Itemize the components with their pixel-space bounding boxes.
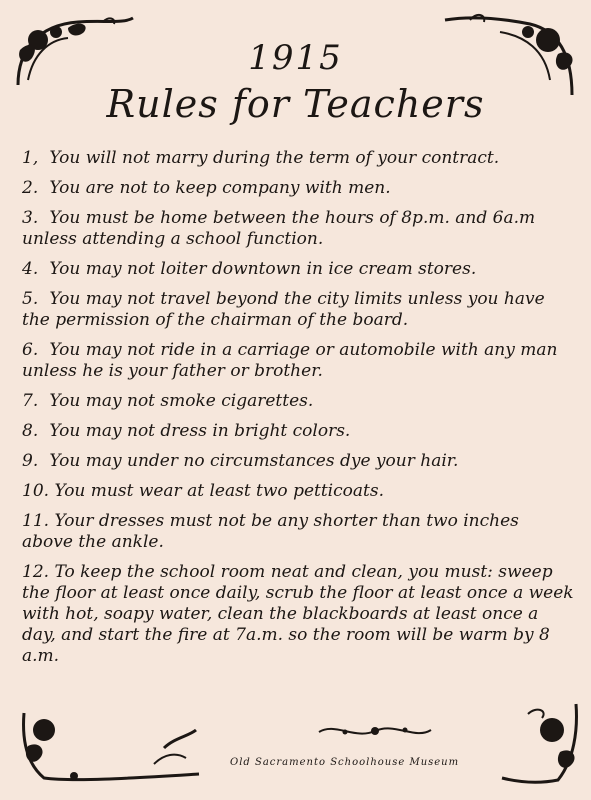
rule-text: You are not to keep company with men. [49, 178, 391, 198]
rule-number: 5. [22, 289, 39, 309]
rule-text: You may not ride in a carriage or automobile with any man unless he is your father or brother. [22, 340, 558, 381]
rule-item [22, 451, 574, 472]
rule-number: 4. [22, 259, 39, 279]
rule-item [22, 208, 574, 250]
rule-item [22, 481, 574, 502]
rule-number: 9. [22, 451, 39, 471]
rule-item [22, 340, 574, 382]
rule-text: To keep the school room neat and clean, you must: sweep the floor at least once daily, scrub the floor at least once a week with hot, soapy water, clean the blackboards at least once a day, and start the fire at 7a.m. so the room will be warm by 8 a.m. [22, 562, 574, 666]
rule-number: 10. [22, 481, 50, 501]
page-title: Rules for Teachers [106, 82, 485, 126]
rule-text: You may not smoke cigarettes. [49, 391, 314, 411]
rule-item [22, 511, 574, 553]
rule-number: 3. [22, 208, 39, 228]
rule-text: You may under no circumstances dye your hair. [49, 451, 459, 471]
rules-list [22, 148, 574, 676]
rule-number: 1, [22, 148, 39, 168]
rule-text: Your dresses must not be any shorter than two inches above the ankle. [22, 511, 519, 552]
rule-text: You may not travel beyond the city limits unless you have the permission of the chairman of the board. [22, 289, 545, 330]
rule-number: 2. [22, 178, 39, 198]
rule-item [22, 148, 574, 169]
rule-text: You may not dress in bright colors. [49, 421, 351, 441]
rule-text: You must be home between the hours of 8p.m. and 6a.m unless attending a school function. [22, 208, 536, 249]
divider-flourish [315, 718, 435, 744]
rule-number: 11. [22, 511, 50, 531]
museum-credit: Old Sacramento Schoolhouse Museum [230, 757, 460, 768]
rule-item [22, 391, 574, 412]
rule-text: You must wear at least two petticoats. [54, 481, 384, 501]
corner-flourish-bottom-left [14, 708, 204, 788]
rule-item [22, 421, 574, 442]
rule-number: 8. [22, 421, 39, 441]
rule-item [22, 259, 574, 280]
rule-text: You will not marry during the term of your contract. [49, 148, 500, 168]
rule-number: 7. [22, 391, 39, 411]
rule-text: You may not loiter downtown in ice cream stores. [49, 259, 477, 279]
rule-item [22, 562, 574, 667]
rule-number: 6. [22, 340, 39, 360]
title-year: 1915 [248, 38, 343, 78]
rule-number: 12. [22, 562, 50, 582]
rule-item [22, 289, 574, 331]
rule-item [22, 178, 574, 199]
corner-flourish-bottom-right [498, 700, 583, 790]
